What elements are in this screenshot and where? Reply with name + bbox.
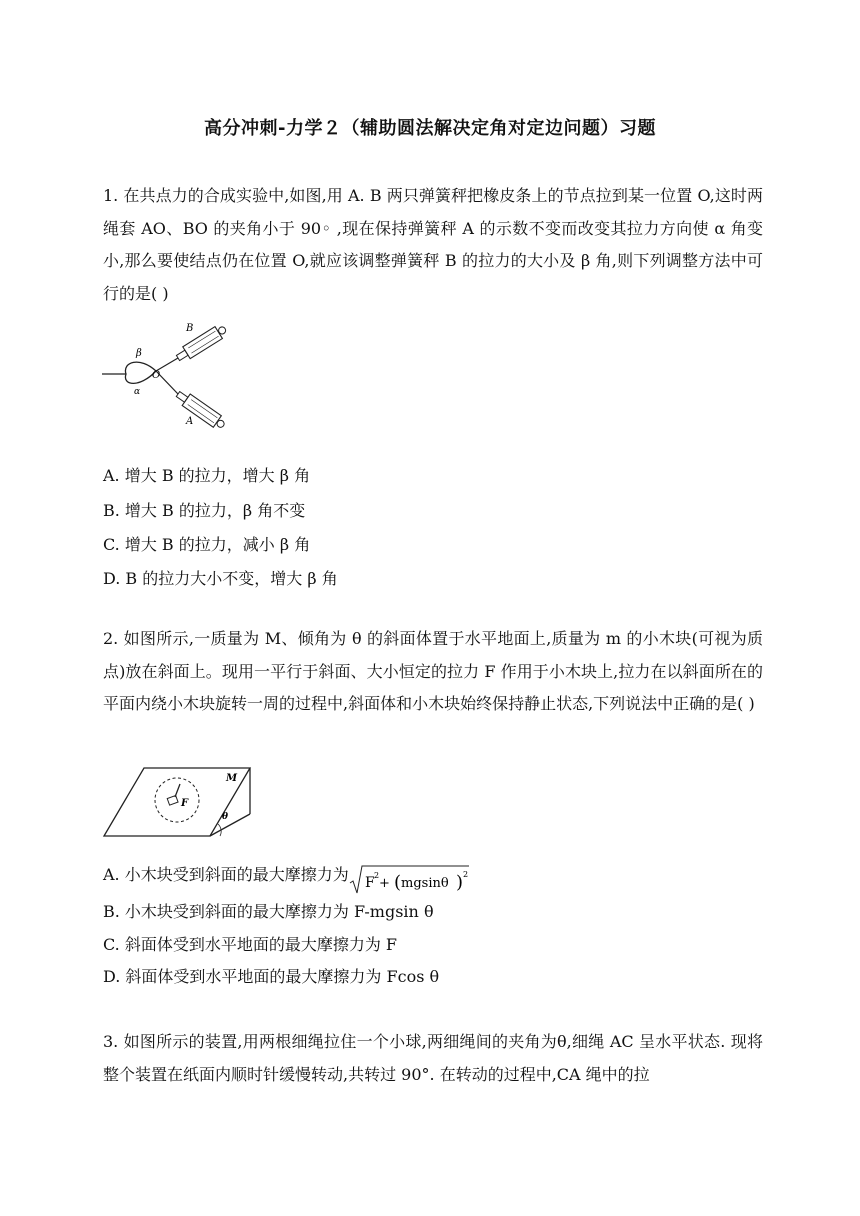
q1-option-b: B. 增大 B 的拉力，β 角不变 — [103, 501, 306, 520]
q1-option-c: C. 增大 B 的拉力，减小 β 角 — [103, 535, 311, 554]
question-1-stem: 1. 在共点力的合成实验中,如图,用 A. B 两只弹簧秤把橡皮条上的节点拉到某一位置 O,这时两绳套 AO、BO 的夹角小于 90◦ ,现在保持弹簧秤 A 的示数不变而改变其拉力方向使 α 角变小,那么要使结点仍在位置 O,就应该调整弹簧秤 B 的拉力的大小及 β 角,则下列调整方法中可行的是( ) — [103, 186, 763, 303]
sqrt-expression — [349, 865, 469, 895]
math-sup-outer: 2 — [462, 869, 468, 879]
question-3-stem: 3. 如图所示的装置,用两根细绳拉住一个小球,两细绳间的夹角为θ,细绳 AC 呈水平状态. 现将整个装置在纸面内顺时针缓慢转动,共转过 90°. 在转动的过程中,CA 绳中的拉 — [103, 1032, 763, 1084]
math-f: F — [364, 874, 375, 891]
label-f: F — [181, 798, 189, 809]
q2-option-a-text: A. 小木块受到斜面的最大摩擦力为 — [103, 865, 349, 884]
math-lparen: ( — [393, 871, 401, 893]
q1-option-a: A. 增大 B 的拉力，增大 β 角 — [103, 466, 311, 485]
math-inner: mgsinθ — [400, 875, 449, 891]
q2-option-b: B. 小木块受到斜面的最大摩擦力为 F-mgsin θ — [103, 902, 434, 921]
question-2-figure — [102, 764, 254, 840]
label-alpha: α — [134, 387, 141, 397]
page-title: 高分冲刺-力学２（辅助圆法解决定角对定边问题）习题 — [204, 118, 656, 139]
sqrt-sign — [349, 865, 469, 895]
math-plus: + — [378, 875, 390, 891]
label-theta: θ — [222, 812, 229, 822]
label-beta: β — [136, 348, 142, 359]
label-b: B — [186, 323, 194, 334]
q2-option-c: C. 斜面体受到水平地面的最大摩擦力为 F — [103, 935, 398, 954]
math-rparen: ) — [455, 871, 463, 893]
label-o: O — [152, 370, 161, 381]
q2-option-d: D. 斜面体受到水平地面的最大摩擦力为 Fcos θ — [103, 967, 440, 986]
math-sup-2: 2 — [373, 870, 379, 880]
label-m: M — [226, 773, 238, 784]
q1-option-d: D. B 的拉力大小不变，增大 β 角 — [103, 569, 338, 588]
label-a: A — [186, 416, 194, 427]
q2-option-a — [103, 864, 469, 895]
question-2-stem: 2. 如图所示,一质量为 M、倾角为 θ 的斜面体置于水平地面上,质量为 m 的小木块(可视为质点)放在斜面上。现用一平行于斜面、大小恒定的拉力 F 作用于小木块上,拉力在以斜面所在的平面内绕小木块旋转一周的过程中,斜面体和小木块始终保持静止状态,下列说法中正确的是( ) — [103, 629, 763, 714]
question-1-figure — [100, 318, 235, 428]
